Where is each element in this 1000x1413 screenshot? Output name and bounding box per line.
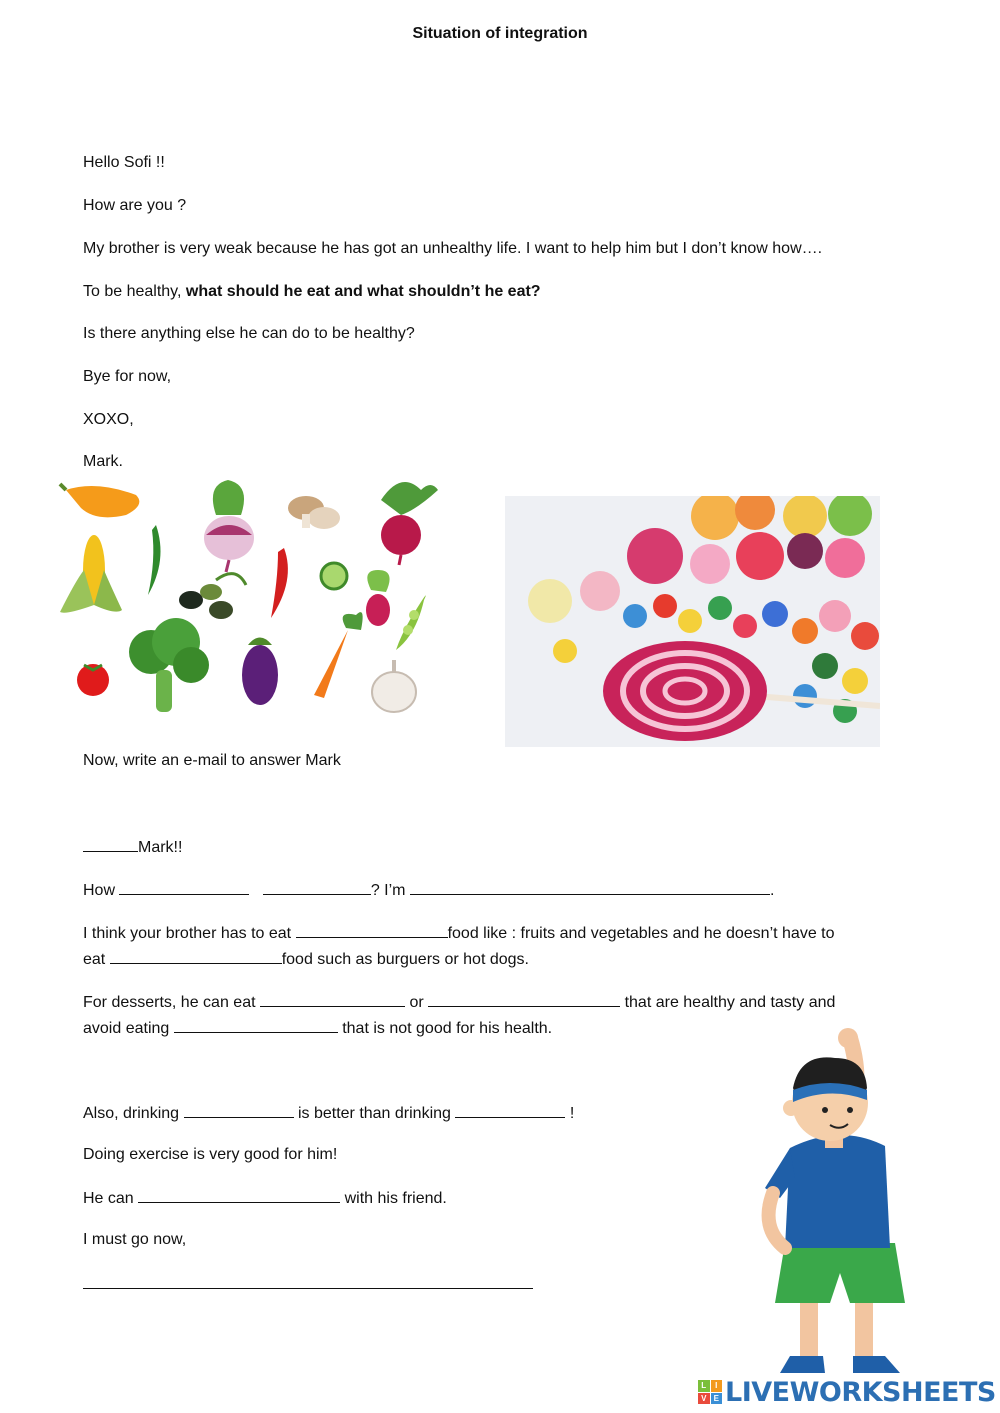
- blank-closing[interactable]: [83, 1274, 533, 1289]
- letter-ask-more: Is there anything else he can do to be healthy?: [83, 325, 415, 342]
- answer-l7-b: is better than drinking: [297, 1105, 451, 1122]
- blank-avoid[interactable]: [174, 1018, 338, 1033]
- answer-l9-a: He can: [83, 1190, 134, 1207]
- blank-how-2[interactable]: [263, 880, 371, 895]
- logo-text: LIVEWORKSHEETS: [725, 1376, 996, 1408]
- answer-l5-b: or: [409, 994, 424, 1011]
- logo-badge-e: E: [711, 1393, 723, 1405]
- exercising-boy-illustration: [755, 1028, 925, 1388]
- blank-dessert-1[interactable]: [260, 992, 405, 1007]
- answer-l2-a: How: [83, 882, 116, 899]
- answer-l6-a: avoid eating: [83, 1020, 170, 1037]
- answer-line-4: [83, 949, 529, 969]
- answer-line-6: [83, 1018, 552, 1038]
- answer-line-7: [83, 1103, 574, 1123]
- answer-l3-b: food like : fruits and vegetables and he doesn’t have to: [447, 925, 835, 942]
- answer-l2-b: ? I’m: [370, 882, 406, 899]
- answer-l7-a: Also, drinking: [83, 1105, 180, 1122]
- letter-ask-bold: what should he eat and what shouldn’t he eat?: [185, 283, 541, 300]
- candy-photo: [505, 496, 880, 747]
- letter-signature: Mark.: [83, 453, 123, 470]
- blank-greeting[interactable]: [83, 837, 138, 852]
- answer-l7-c: !: [569, 1105, 575, 1122]
- blank-drink-1[interactable]: [184, 1103, 294, 1118]
- answer-line-5: [83, 992, 835, 1012]
- letter-bye: Bye for now,: [83, 368, 172, 385]
- liveworksheets-logo: [698, 1376, 996, 1408]
- answer-l6-b: that is not good for his health.: [342, 1020, 553, 1037]
- vegetables-illustration: [56, 470, 446, 720]
- answer-l2-end: .: [769, 882, 775, 899]
- answer-l3-a: I think your brother has to eat: [83, 925, 292, 942]
- answer-l5-a: For desserts, he can eat: [83, 994, 256, 1011]
- letter-greeting: Hello Sofi !!: [83, 154, 165, 171]
- blank-activity[interactable]: [138, 1188, 340, 1203]
- blank-drink-2[interactable]: [455, 1103, 565, 1118]
- answer-l4-b: food such as burguers or hot dogs.: [281, 951, 529, 968]
- answer-l9-b: with his friend.: [344, 1190, 447, 1207]
- blank-im[interactable]: [410, 880, 770, 895]
- logo-badge-v: V: [698, 1393, 710, 1405]
- answer-line-3: [83, 923, 835, 943]
- letter-ask: [83, 283, 541, 301]
- logo-badge-l: L: [698, 1380, 710, 1392]
- letter-xoxo: XOXO,: [83, 411, 134, 428]
- blank-how-1[interactable]: [119, 880, 249, 895]
- instruction: Now, write an e-mail to answer Mark: [83, 752, 341, 769]
- letter-problem: My brother is very weak because he has got an unhealthy life. I want to help him but I don’t know how….: [83, 240, 823, 257]
- answer-line-2: [83, 880, 774, 900]
- answer-l5-c: that are healthy and tasty and: [624, 994, 836, 1011]
- logo-badge-i: I: [711, 1380, 723, 1392]
- letter-question: How are you ?: [83, 197, 187, 214]
- answer-line-10: I must go now,: [83, 1231, 187, 1248]
- page-title: Situation of integration: [412, 25, 588, 42]
- blank-dessert-2[interactable]: [428, 992, 620, 1007]
- answer-l1-end: Mark!!: [138, 839, 183, 856]
- blank-healthy-food[interactable]: [296, 923, 448, 938]
- answer-l4-a: eat: [83, 951, 106, 968]
- answer-line-8: Doing exercise is very good for him!: [83, 1146, 338, 1163]
- blank-junk-food[interactable]: [110, 949, 282, 964]
- answer-line-1: [83, 837, 182, 857]
- logo-badge: [698, 1380, 722, 1404]
- answer-closing-line: [83, 1274, 533, 1294]
- letter-ask-prefix: To be healthy,: [83, 283, 186, 300]
- answer-line-9: [83, 1188, 447, 1208]
